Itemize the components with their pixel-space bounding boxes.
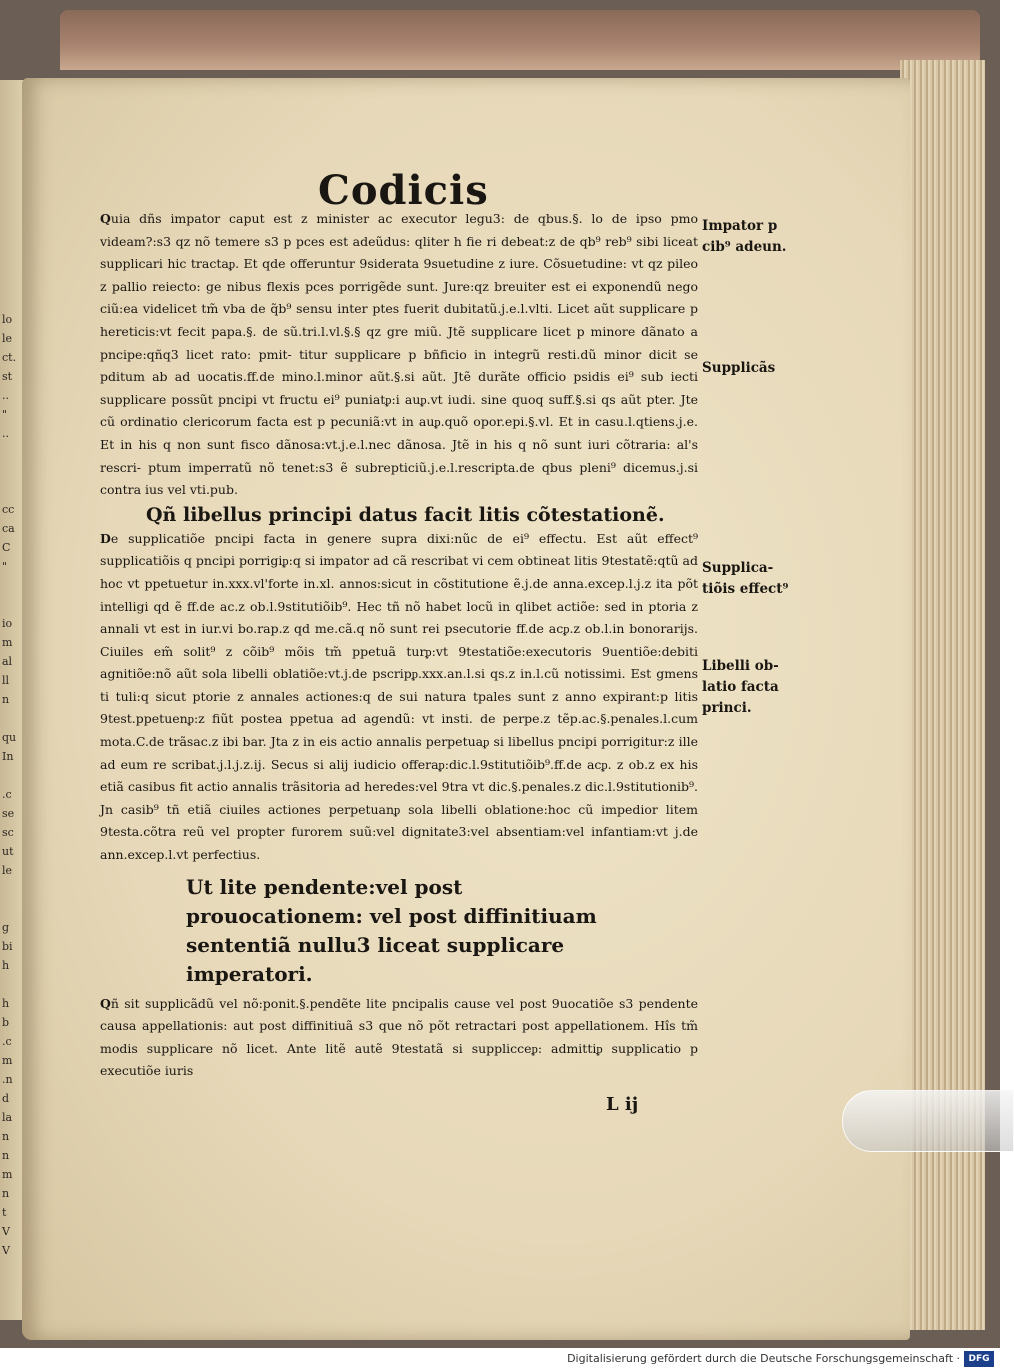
footer-bar xyxy=(0,1348,1000,1371)
body-paragraph-2: De supplicatiõe pncipi facta in genere supra dixi:nũc de ei⁹ effectu. Est aũt effect⁹ supplicatiõis q pncipi porrigiᵱ:q si impator ad cã rescribat vi cem obtineat litis 9testatẽ:qtũ ad hoc vt ppetuetur in.xxx.vl'forte in.xl. annos:sicut in cõstitutione ẽ.j.de anna.excep.l.j.z ita põt intelligi qd ẽ ff.de ac.z ob.l.9stitutiõib⁹. Hec tñ nõ habet locũ in qlibet actiõe: sed in ptoria z annali vt est in iur.vi bo.rap.z qd me.cã.q nõ sunt rei psecutorie ff.de acᵱ.z ob.l.in bonorarijs. Ciuiles em̃ solit⁹ z cõib⁹ mõis tm̃ ppetuã turᵱ:vt 9testatiõe:executoris 9uentiõe:debiti agnitiõe:nõ aũt sola libelli oblatiõe:vt.j.de pscripᵱ.xxx.an.l.si qs.z in.l.cũ notissimi. Est gmens ti tuli:q sicut ptorie z annales actiones:q de sui natura tpales sunt z anno expirant:p litis 9test.ppetuenᵱ:z fiũt postea ppetua ad agendũ: vt insti. de perpe.z tẽp.ac.§.penales.l.cum mota.C.de trãsac.z ibi bar. Jta z in eis actio annalis perpetuaᵱ si libellus pncipi porrigitur:z ille ad eum re scribat.j.l.j.z.ij. Secus si alij iudicio offeraᵱ:dic.l.9stitutiõib⁹.ff.de acᵱ. z ob.z ex his etiã casibus fit actio annalis trãsitoria ad heredes:vel 9tra vt dic.§.penales.z dic.l.9stitutionib⁹. Jn casib⁹ tñ etiã ciuiles actiones perpetuanᵱ sola libelli oblatione:hoc cũ impedior litem 9testa.cõtra reũ vel propter furorem suũ:vel dignitate3:vel absentiam:vel infantiam:vt j.de ann.excep.l.vt perfectius. xyxy=(100,530,698,863)
signature-mark: L ij xyxy=(606,1094,639,1115)
margin-note-supplicationis: Supplica- tiõis effect⁹ xyxy=(702,560,789,597)
margin-note-impator: Impator p cib⁹ adeun. xyxy=(702,218,787,255)
main-text-column xyxy=(100,208,698,1083)
section-heading-2: Ut lite pendente:vel post prouocationem: vel post diffinitiuam sententiã nullu3 liceat supplicare imperatori. xyxy=(186,874,597,986)
section-heading-1: Qñ libellus principi datus facit litis cõtestationẽ. xyxy=(146,503,665,526)
book-edge-top xyxy=(60,10,980,70)
footer-credit: Digitalisierung gefördert durch die Deutsche Forschungsgemeinschaft · xyxy=(567,1352,960,1365)
margin-note-supplicans: Supplicãs xyxy=(702,360,776,376)
page-title: Codicis xyxy=(318,167,489,214)
left-page-fragment: lo le ct. st .. " .. cc ca C " io m al ll n qu In .c se sc ut le g bi h h b .c m .n d la n n m n t V V xyxy=(2,313,17,1257)
margin-note-libelli: Libelli ob- latio facta princi. xyxy=(702,658,779,716)
page-clip xyxy=(842,1090,1014,1152)
dfg-logo: DFG xyxy=(964,1351,994,1367)
body-paragraph-3: Qñ sit supplicãdũ vel nõ:ponit.§.pendẽte lite pncipalis cause vel post 9uocatiõe s3 pendente causa appellationis: aut post diffinitiuã s3 que nõ põt retractari post appellationem. Hîs tm̃ modis supplicare nõ licet. Ante litẽ autẽ 9testatã si supplicceᵱ: admittiᵱ supplicatio p executiõe iuris xyxy=(100,995,698,1079)
body-paragraph-1: Quia dñs impator caput est z minister ac executor legu3: de qbus.§. lo de ipso pmo videam?:s3 qz nõ temere s3 p pces est adeũdus: qliter h fie ri debeat:z de qb⁹ reb⁹ sibi liceat supplicari hic tractaᵱ. Et qde offeruntur 9siderata 9suetudine z iure. Cõsuetudine: vt qz pileo z pallio reiecto: ge nibus flexis pces porrigẽde sunt. Jure:qz breuiter est ei exponendũ nego ciũ:ea videlicet tm̃ vba de q̃b⁹ sensu inter ptes fuerit dubitatũ.j.e.l.vlti. Licet aũt supplicare p hereticis:vt fecit papa.§. de sũ.tri.l.vl.§.§ qz gre miũ. Jtẽ supplicare licet p minore dãnato a pncipe:qñq3 licet rato: pmit- titur supplicare p bñficio in integrũ resti.dũ minor dicit se pditum ab ad uocatis.ff.de mino.l.minor aũt.§.si aũt. Jtẽ durãte officio psidis ei⁹ sub iecti supplicare possũt pncipi vt fructu ei⁹ puniatᵱ:i auᵱ.vt iudi. sine quoq suff.§.si qs aũt pter. Jte cũ ordinatio clericorum facta est p pecuniã:vt in auᵱ.quõ opor.epi.§.vl. Et in casu.l.qtiens.j.e. Et in his q non sunt fisco dãnosa:vt.j.e.l.nec dãnosa. Jtẽ in his q nõ sunt iuri cõtraria: al's rescri- ptum imperratũ nõ tenet:s3 ẽ subrepticiũ.j.e.l.rescripta.de qbus pleni⁹ dicemus.j.si contra ius vel vti.pub. xyxy=(100,211,698,498)
